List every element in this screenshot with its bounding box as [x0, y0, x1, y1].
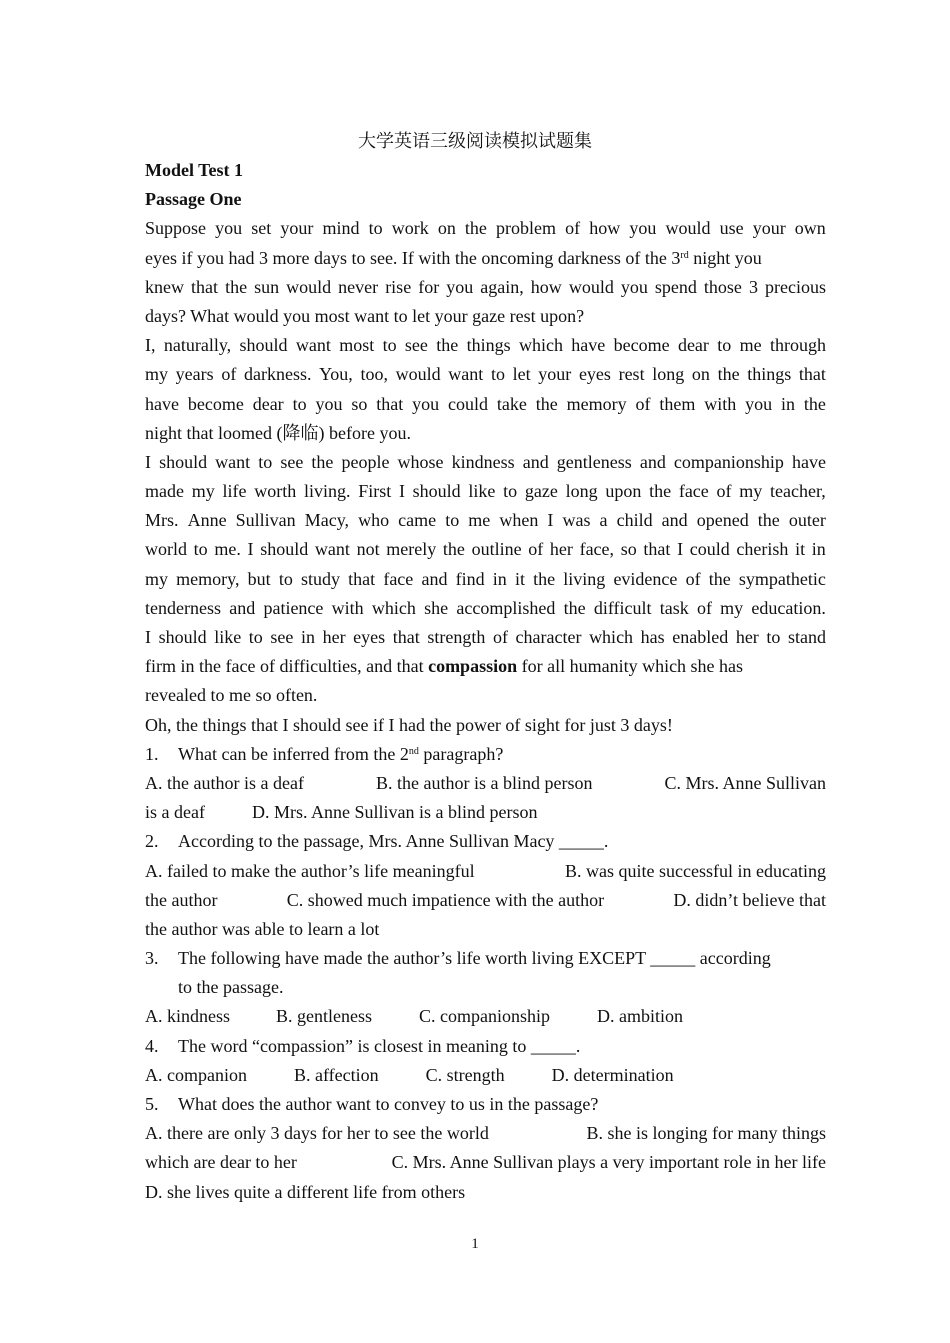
word: them: [659, 393, 696, 414]
word: could: [447, 393, 488, 414]
word: those: [703, 276, 742, 297]
word: not: [356, 539, 380, 560]
word: so: [620, 539, 637, 560]
word: the: [436, 335, 459, 356]
word: me.: [214, 539, 241, 560]
word: you: [215, 218, 243, 239]
word: life: [222, 481, 247, 502]
word: for: [418, 276, 440, 297]
word: would: [665, 218, 711, 239]
word: of: [221, 364, 237, 385]
word: precious: [764, 276, 826, 297]
option: C. strength: [425, 1064, 505, 1085]
word: see: [280, 451, 304, 472]
word: want: [215, 451, 251, 472]
word: the: [717, 364, 740, 385]
option: D. Mrs. Anne Sullivan is a blind person: [251, 802, 538, 823]
word: to: [368, 218, 383, 239]
word: let: [512, 364, 531, 385]
word: it: [795, 539, 806, 560]
word: in: [811, 539, 826, 560]
word: problem: [496, 218, 557, 239]
word: which: [371, 597, 416, 618]
word: should: [239, 335, 288, 356]
word: living.: [303, 481, 351, 502]
word: darkness.: [243, 364, 312, 385]
word: want: [295, 335, 331, 356]
passage-line: [145, 214, 826, 243]
passage-line: [145, 273, 826, 302]
word: spend: [654, 276, 697, 297]
word: so: [351, 393, 368, 414]
word: with: [704, 393, 737, 414]
word: a: [599, 510, 608, 531]
word: to: [248, 627, 263, 647]
option: which are dear to her: [145, 1152, 297, 1173]
options-line: [145, 1002, 826, 1031]
option: B. the author is a blind person: [375, 772, 593, 793]
word: the: [442, 539, 465, 560]
word: have: [792, 451, 826, 472]
word: living: [563, 568, 606, 589]
word: I,: [145, 335, 156, 356]
option: D. determination: [551, 1064, 674, 1085]
word: world: [145, 539, 187, 560]
word: Mrs.: [145, 510, 179, 531]
passage-line: firm in the face of difficulties, and that compassion for all humanity which she has: [145, 656, 744, 677]
question-number: 3.: [145, 948, 159, 969]
word: again,: [480, 276, 524, 297]
word: study: [301, 568, 341, 589]
option: B. gentleness: [276, 1006, 372, 1027]
word: First: [358, 481, 392, 502]
word: that: [376, 393, 404, 414]
question-2: [145, 827, 826, 856]
passage-line: [145, 331, 826, 360]
option: C. showed much impatience with the author: [286, 889, 605, 910]
passage-line: Oh, the things that I should see if I had the power of sight for just 3 days!: [145, 714, 673, 735]
word: my: [739, 481, 763, 502]
word: my: [145, 568, 169, 589]
word: outer: [788, 510, 826, 531]
word: could: [689, 539, 730, 560]
options-line: [145, 1178, 826, 1207]
word: in: [780, 393, 795, 414]
word: opened: [696, 510, 749, 531]
word: have: [571, 335, 606, 356]
word: knew: [145, 276, 184, 297]
word: should: [159, 451, 208, 472]
word: I: [247, 539, 254, 560]
passage-line: days? What would you most want to let your gaze rest upon?: [145, 305, 585, 326]
word: gentleness: [556, 451, 632, 472]
word: things: [466, 335, 511, 356]
options-line: [145, 798, 826, 827]
word: to: [382, 335, 397, 356]
word: you: [315, 393, 343, 414]
word: which: [518, 335, 563, 356]
word: memory: [566, 393, 627, 414]
options-line: [145, 857, 826, 886]
word: would: [568, 276, 614, 297]
word: see: [270, 627, 294, 647]
word: should: [412, 481, 461, 502]
option: is a deaf: [145, 802, 205, 823]
word: accomplished: [456, 597, 556, 618]
word: I: [677, 539, 684, 560]
word: Macy,: [304, 510, 350, 531]
word: the: [533, 568, 556, 589]
word: Sullivan: [235, 510, 296, 531]
word: her: [549, 539, 573, 560]
word: that: [798, 364, 826, 385]
question-stem: What does the author want to convey to us in the passage?: [178, 1094, 599, 1114]
word: people: [341, 451, 390, 472]
word: in: [300, 627, 315, 647]
word: has: [640, 627, 665, 647]
question-3: [145, 944, 826, 973]
word: tenderness: [145, 597, 221, 618]
word: she: [424, 597, 449, 618]
question-stem: The word “compassion” is closest in meaning to _____.: [178, 1035, 581, 1056]
word: me: [468, 510, 491, 531]
word: you: [412, 393, 440, 414]
word: with: [331, 597, 364, 618]
word: your: [280, 218, 314, 239]
word: sun: [254, 276, 280, 297]
word: set: [251, 218, 272, 239]
word: the: [535, 393, 558, 414]
word: child: [616, 510, 653, 531]
question-stem: According to the passage, Mrs. Anne Sullivan Macy _____.: [178, 831, 609, 852]
word: would: [395, 364, 441, 385]
option: A. failed to make the author’s life meaningful: [145, 860, 475, 881]
word: face: [383, 568, 414, 589]
word: face,: [579, 539, 615, 560]
word: 3: [748, 276, 758, 297]
word: of: [528, 539, 544, 560]
word: that: [643, 539, 671, 560]
word: the: [225, 276, 248, 297]
question-number: 4.: [145, 1035, 159, 1056]
word: you: [620, 276, 648, 297]
word: was: [562, 510, 591, 531]
option: B. was quite successful in educating: [565, 860, 826, 881]
word: me: [739, 335, 762, 356]
option: D. ambition: [597, 1006, 683, 1027]
passage-line: eyes if you had 3 more days to see. If with the oncoming darkness of the 3rd night you: [145, 247, 762, 268]
word: things: [747, 364, 792, 385]
word: most: [339, 335, 375, 356]
word: dear: [252, 393, 284, 414]
word: through: [769, 335, 826, 356]
word: strength: [427, 627, 486, 647]
question-number: 1.: [145, 743, 159, 764]
word: long: [652, 364, 685, 385]
word: to: [490, 364, 505, 385]
word: stand: [788, 627, 826, 647]
test-heading: Model Test 1: [145, 160, 244, 180]
options-line: [145, 1061, 826, 1090]
question-number: 2.: [145, 831, 159, 852]
word: I: [547, 510, 554, 531]
word: who: [358, 510, 390, 531]
question-stem: What can be inferred from the 2nd paragraph?: [178, 743, 504, 764]
word: made: [145, 481, 184, 502]
word: but: [247, 568, 271, 589]
passage-line: [145, 535, 826, 564]
word: to: [503, 481, 518, 502]
passage-line: night that loomed (降临) before you.: [145, 422, 411, 443]
option: C. companionship: [419, 1006, 550, 1027]
word: the: [757, 510, 780, 531]
word: of: [565, 218, 581, 239]
word: merely: [386, 539, 437, 560]
option: the author: [145, 889, 218, 910]
option: C. Mrs. Anne Sullivan: [664, 772, 826, 793]
word: that: [348, 568, 376, 589]
word: to: [193, 539, 208, 560]
options-line: [145, 915, 826, 944]
word: how: [530, 276, 562, 297]
word: came: [398, 510, 437, 531]
word: Anne: [187, 510, 227, 531]
word: to: [445, 510, 460, 531]
word: should: [260, 539, 309, 560]
option: C. Mrs. Anne Sullivan plays a very important role in her life: [391, 1152, 826, 1173]
passage-line: [145, 477, 826, 506]
word: the: [649, 481, 672, 502]
word: you: [446, 276, 474, 297]
option: B. she is longing for many things: [586, 1123, 826, 1144]
word: years: [175, 364, 214, 385]
word: it: [514, 568, 525, 589]
word: eyes: [578, 364, 611, 385]
word: see: [404, 335, 428, 356]
word: become: [613, 335, 670, 356]
word: the: [803, 393, 826, 414]
word: never: [338, 276, 379, 297]
word: own: [794, 218, 826, 239]
word: outline: [471, 539, 522, 560]
word: too,: [360, 364, 388, 385]
word: to: [278, 568, 293, 589]
word: worth: [254, 481, 297, 502]
word: on: [691, 364, 710, 385]
word: teacher,: [770, 481, 826, 502]
question-number: 5.: [145, 1094, 159, 1114]
word: you: [629, 218, 657, 239]
option: A. kindness: [145, 1006, 230, 1027]
options-line: [145, 1148, 826, 1177]
word: you: [745, 393, 773, 414]
word: evidence: [613, 568, 678, 589]
word: eyes: [353, 627, 386, 647]
word: her: [735, 627, 759, 647]
word: cherish: [736, 539, 789, 560]
word: long: [565, 481, 598, 502]
word: my: [720, 597, 744, 618]
word: and: [522, 451, 549, 472]
word: in: [492, 568, 507, 589]
word: her: [322, 627, 346, 647]
word: your: [538, 364, 572, 385]
question-stem: The following have made the author’s life worth living EXCEPT _____ according: [178, 948, 771, 969]
document-title: 大学英语三级阅读模拟试题集: [358, 131, 592, 151]
word: difficult: [593, 597, 652, 618]
word: and: [229, 597, 256, 618]
word: like: [214, 627, 242, 647]
option: B. affection: [293, 1064, 379, 1085]
word: I: [145, 627, 151, 647]
word: You,: [319, 364, 353, 385]
word: my: [145, 364, 169, 385]
question-5: [145, 1090, 826, 1119]
word: rest: [618, 364, 645, 385]
word: the: [708, 568, 731, 589]
word: like: [468, 481, 496, 502]
word: character: [515, 627, 582, 647]
options-line: [145, 886, 826, 915]
word: want: [314, 539, 350, 560]
word: patience: [263, 597, 324, 618]
word: to: [258, 451, 273, 472]
word: that: [392, 627, 420, 647]
word: task: [659, 597, 689, 618]
question-4: [145, 1032, 826, 1061]
passage-line: [145, 360, 826, 389]
word: and: [421, 568, 448, 589]
passage-line: [145, 448, 826, 477]
word: sympathetic: [738, 568, 826, 589]
bold-keyword: compassion: [428, 656, 518, 677]
passage-heading: Passage One: [145, 189, 242, 210]
option: D. she lives quite a different life from others: [145, 1181, 466, 1202]
option: the author was able to learn a lot: [145, 918, 380, 939]
word: take: [496, 393, 527, 414]
word: Suppose: [145, 218, 207, 239]
word: of: [635, 393, 651, 414]
word: when: [499, 510, 539, 531]
option: D. didn’t believe that: [673, 889, 826, 910]
word: which: [589, 627, 634, 647]
word: want: [448, 364, 484, 385]
question-1: [145, 740, 826, 769]
word: I: [398, 481, 405, 502]
word: whose: [397, 451, 444, 472]
word: how: [589, 218, 621, 239]
word: on: [437, 218, 456, 239]
word: the: [563, 597, 586, 618]
word: of: [492, 627, 508, 647]
word: memory,: [176, 568, 240, 589]
word: use: [719, 218, 744, 239]
word: I: [145, 451, 151, 472]
word: would: [286, 276, 332, 297]
word: the: [311, 451, 334, 472]
word: upon: [605, 481, 642, 502]
word: gaze: [524, 481, 558, 502]
word: that: [191, 276, 219, 297]
word: have: [145, 393, 179, 414]
word: my: [191, 481, 215, 502]
word: the: [464, 218, 487, 239]
option: A. there are only 3 days for her to see the world: [145, 1123, 489, 1144]
word: to: [717, 335, 732, 356]
word: work: [391, 218, 429, 239]
word: find: [455, 568, 485, 589]
options-line: [145, 1119, 826, 1148]
word: become: [187, 393, 244, 414]
passage-line: revealed to me so often.: [145, 685, 318, 706]
word: dear: [677, 335, 709, 356]
word: should: [158, 627, 207, 647]
word: and: [639, 451, 666, 472]
question-stem-continued: to the passage.: [178, 977, 284, 998]
word: and: [661, 510, 688, 531]
word: naturally,: [163, 335, 232, 356]
word: companionship: [673, 451, 784, 472]
word: to: [292, 393, 307, 414]
word: mind: [322, 218, 360, 239]
word: to: [766, 627, 781, 647]
passage-line: [145, 390, 826, 419]
word: of: [716, 481, 732, 502]
options-line: [145, 769, 826, 798]
word: of: [685, 568, 701, 589]
word: rise: [385, 276, 412, 297]
passage-line: [145, 565, 826, 594]
page-number: 1: [471, 1236, 479, 1252]
word: your: [752, 218, 786, 239]
option: A. the author is a deaf: [145, 772, 304, 793]
word: of: [696, 597, 712, 618]
passage-line: [145, 594, 826, 623]
document-body: [145, 156, 826, 1207]
word: enabled: [672, 627, 729, 647]
option: A. companion: [145, 1064, 247, 1085]
passage-line: [145, 506, 826, 535]
word: kindness: [451, 451, 515, 472]
word: education.: [751, 597, 826, 618]
passage-line: [145, 623, 826, 652]
word: face: [678, 481, 709, 502]
